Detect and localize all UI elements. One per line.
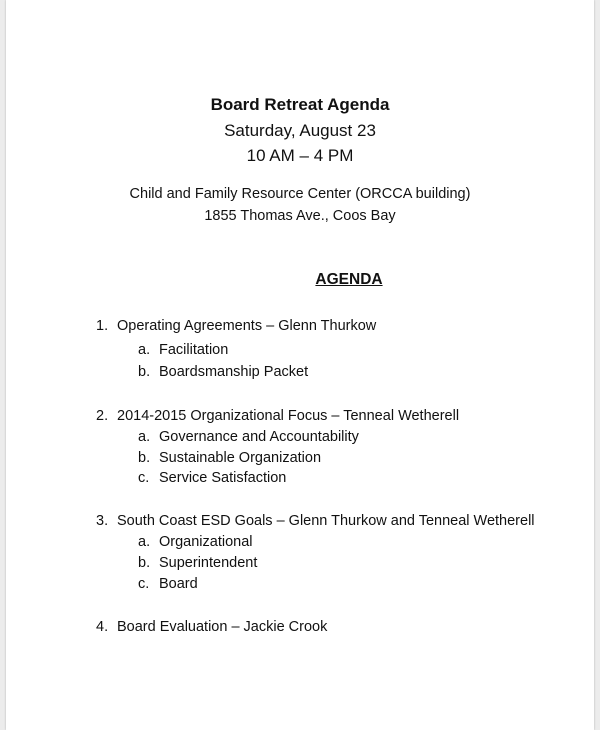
agenda-subitem-text: Facilitation [159,342,229,358]
retreat-address: 1855 Thomas Ave., Coos Bay [204,208,396,224]
agenda-subitem-letter: b. [138,364,151,380]
agenda-item-number: 3. [96,513,109,529]
agenda-subitem-text: Governance and Accountability [159,429,359,445]
agenda-item-text: Board Evaluation – Jackie Crook [117,619,328,635]
document-page [6,0,594,730]
agenda-subitem-letter: a. [138,429,151,445]
agenda-subitem-letter: b. [138,450,151,466]
retreat-time: 10 AM – 4 PM [246,146,354,165]
agenda-subitem-letter: a. [138,534,151,550]
agenda-heading: AGENDA [315,271,383,288]
agenda-item-text: Operating Agreements – Glenn Thurkow [117,318,377,334]
agenda-subitem-text: Boardsmanship Packet [159,364,309,380]
document-title: Board Retreat Agenda [210,95,390,114]
agenda-subitem-letter: c. [138,470,150,486]
agenda-subitem-text: Service Satisfaction [159,470,287,486]
agenda-item-text: 2014-2015 Organizational Focus – Tenneal Wetherell [117,408,460,424]
retreat-date: Saturday, August 23 [224,121,376,140]
agenda-item-number: 1. [96,318,109,334]
agenda-item-number: 2. [96,408,109,424]
retreat-venue: Child and Family Resource Center (ORCCA building) [129,186,471,202]
agenda-item-text: South Coast ESD Goals – Glenn Thurkow and Tenneal Wetherell [117,513,535,529]
agenda-subitem-text: Superintendent [159,555,258,571]
agenda-subitem-text: Sustainable Organization [159,450,322,466]
agenda-subitem-letter: a. [138,342,151,358]
agenda-subitem-letter: b. [138,555,151,571]
agenda-subitem-text: Board [159,576,198,592]
agenda-subitem-letter: c. [138,576,150,592]
agenda-item-number: 4. [96,619,109,635]
agenda-subitem-text: Organizational [159,534,253,550]
